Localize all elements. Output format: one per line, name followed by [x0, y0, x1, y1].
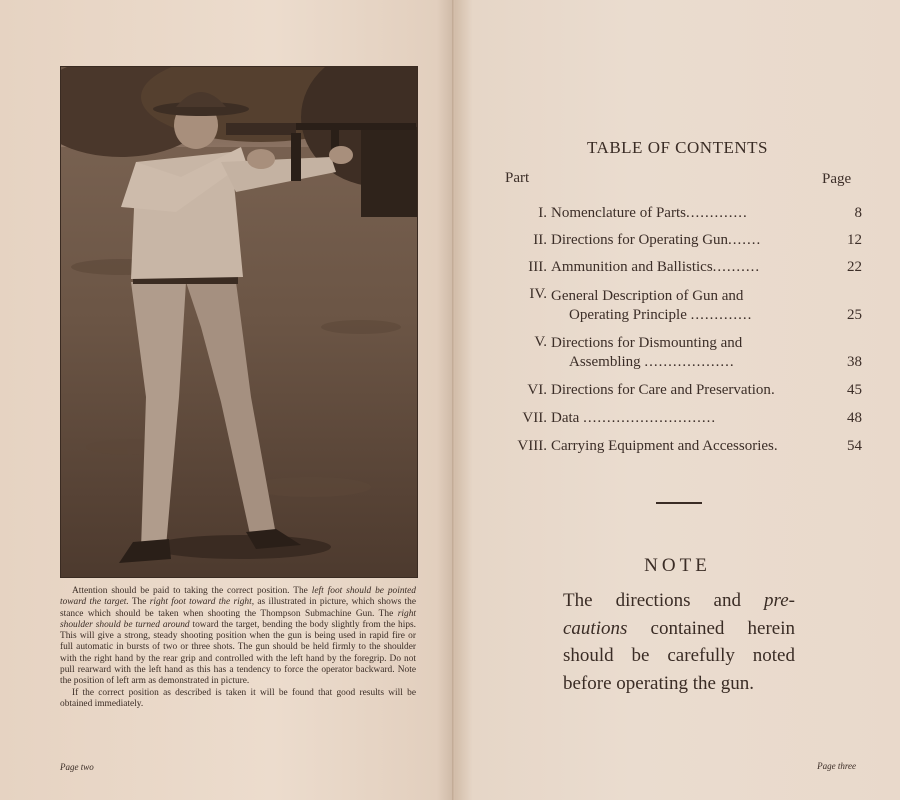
toc-entry-number: II. [533, 232, 547, 248]
toc-entry [497, 197, 862, 223]
toc-entry-number: VI. [527, 382, 547, 398]
toc-leader-dots: ............. [685, 205, 748, 221]
toc-entry-title: Assembling [569, 354, 641, 370]
note-text: contained herein should be carefully noted before operating the gun. [563, 617, 795, 694]
toc-entry-title: Nomenclature of Parts [551, 205, 686, 221]
toc-entry-page: 45 [847, 382, 862, 398]
toc-entry-title-cell [551, 409, 832, 428]
toc-entry-title-cell [551, 334, 832, 372]
toc-leader-dots: ....... [728, 232, 762, 248]
toc-entry-title: General Description of Gun and [551, 288, 744, 304]
toc-entry-page: 22 [847, 259, 862, 275]
toc-list [497, 197, 862, 456]
toc-entry [497, 250, 862, 277]
toc-entry-page: 25 [847, 307, 862, 323]
toc-entry-title: Data [551, 410, 580, 426]
toc-entry-page: 8 [854, 205, 862, 221]
caption-italic-text: left foot should be pointed toward the target. [60, 586, 416, 608]
toc-entry-title-cell [551, 231, 832, 250]
caption-paragraph-1 [60, 586, 416, 688]
caption-text: toward the target, bending the body slightly from the hips. This will give a strong, steady shooting position when the gun is being used in rapid fire or full automatic in bursts of two or three shots. The gun should be held firmly to the shoulder with the right hand by the rear grip and controlled with the left hand by the foregrip. Do not pull rearward with the left hand as this has a tendency to force the operator backward. Note the position of left arm as demonstrated in picture. [60, 619, 416, 687]
note-heading: NOTE [644, 555, 711, 576]
toc-leader-dots: . [773, 438, 779, 454]
toc-entry-number: IV. [529, 286, 547, 302]
toc-leader-dots: .......... [712, 259, 761, 275]
section-divider [656, 502, 702, 504]
toc-entry-title: Operating Principle [569, 307, 687, 323]
toc-leader-dots: . [770, 382, 776, 398]
toc-entry-title-cell [551, 204, 832, 223]
toc-entry [497, 277, 862, 325]
toc-entry-number: VII. [522, 410, 547, 426]
toc-entry-title: Directions for Care and Preservation [551, 382, 771, 398]
toc-entry [497, 428, 862, 456]
note-text: The directions and [563, 590, 765, 611]
toc-entry-title: Directions for Operating Gun [551, 232, 729, 248]
toc-entry-number: III. [528, 259, 547, 275]
toc-entry-title-line2 [551, 353, 832, 372]
toc-entry-number: V. [534, 334, 547, 350]
photo-caption [60, 586, 416, 710]
toc-entry-title: Directions for Dismounting and [551, 335, 743, 351]
toc-entry-page: 54 [847, 438, 862, 454]
toc-entry-number: VIII. [517, 438, 547, 454]
toc-page-header: Page [822, 171, 852, 187]
toc-leader-dots: ............. [690, 307, 753, 323]
toc-entry-title: Carrying Equipment and Accessories [551, 438, 774, 454]
toc-entry [497, 325, 862, 372]
toc-part-header: Part [505, 170, 530, 186]
photograph-shooter [60, 66, 418, 578]
toc-entry [497, 400, 862, 428]
toc-entry-title-cell [551, 437, 832, 456]
toc-entry-title-line2 [551, 306, 832, 325]
toc-title: TABLE OF CONTENTS [587, 138, 768, 157]
caption-text: Attention should be paid to taking the correct position. The [72, 586, 312, 596]
toc-entry-title-cell [551, 381, 832, 400]
toc-leader-dots: ............................ [583, 410, 717, 426]
page-number-right: Page three [817, 761, 856, 771]
note-italic-text: pre- [764, 590, 795, 611]
toc-entry-page: 12 [847, 232, 862, 248]
caption-text: as illustrated in picture, which shows the stance which should be taken when shooting the Thompson Submachine Gun. The [60, 597, 416, 619]
page-number-left: Page two [60, 762, 94, 772]
toc-entry-page: 48 [847, 410, 862, 426]
note-italic-text: cautions [563, 617, 628, 639]
caption-italic-text: right foot toward the right, [149, 597, 255, 608]
toc-entry-title: Ammunition and Ballistics [551, 259, 713, 275]
photograph-illustration [61, 67, 417, 577]
toc-entry-title-cell [551, 287, 832, 325]
caption-italic-text: right shoulder should be turned around [60, 608, 416, 630]
toc-entry [497, 372, 862, 400]
caption-text: The [128, 597, 150, 608]
toc-entry-page: 38 [847, 354, 862, 370]
toc-entry-number: I. [538, 205, 547, 221]
note-body [563, 587, 795, 697]
toc-entry [497, 223, 862, 250]
toc-leader-dots: ................... [644, 354, 735, 370]
caption-paragraph-2: If the correct position as described is taken it will be found that good results will be obtained immediately. [60, 687, 416, 709]
toc-entry-title-cell [551, 258, 832, 277]
